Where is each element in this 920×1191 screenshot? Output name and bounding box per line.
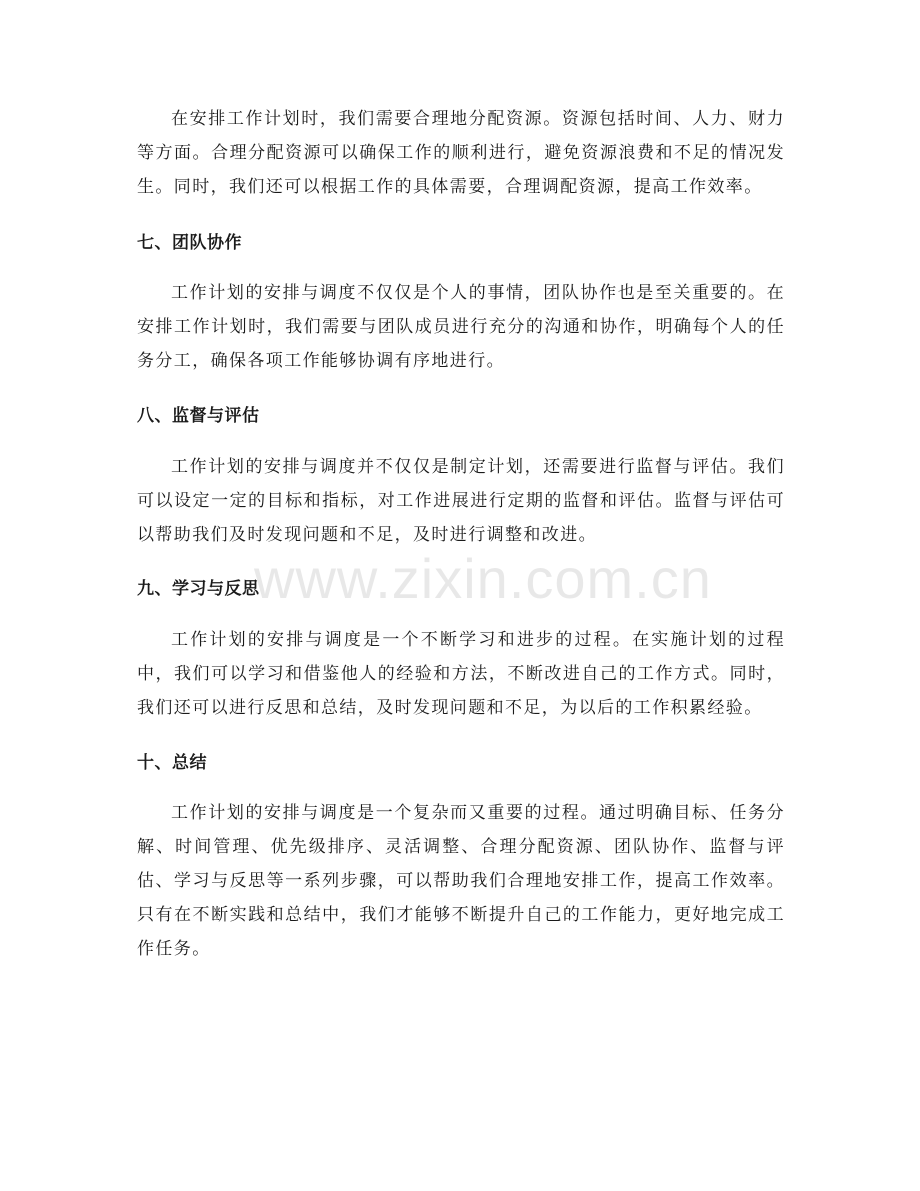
- intro-paragraph: 在安排工作计划时，我们需要合理地分配资源。资源包括时间、人力、财力等方面。合理分配资源可以确保工作的顺利进行，避免资源浪费和不足的情况发生。同时，我们还可以根据工作的具体需要，合理调配资源，提高工作效率。: [137, 109, 785, 197]
- section-body-summary: 工作计划的安排与调度是一个复杂而又重要的过程。通过明确目标、任务分解、时间管理、优先级排序、灵活调整、合理分配资源、团队协作、监督与评估、学习与反思等一系列步骤，可以帮助我们合理地安排工作，提高工作效率。只有在不断实践和总结中，我们才能够不断提升自己的工作能力，更好地完成工作任务。: [137, 803, 785, 959]
- section-body-supervision-evaluation: 工作计划的安排与调度并不仅仅是制定计划，还需要进行监督与评估。我们可以设定一定的目标和指标，对工作进展进行定期的监督和评估。监督与评估可以帮助我们及时发现问题和不足，及时进行调整和改进。: [137, 457, 785, 545]
- section-heading-summary: 十、总结: [137, 753, 207, 773]
- section-heading-team-collaboration: 七、团队协作: [137, 233, 242, 253]
- section-body-learning-reflection: 工作计划的安排与调度是一个不断学习和进步的过程。在实施计划的过程中，我们可以学习和借鉴他人的经验和方法，不断改进自己的工作方式。同时，我们还可以进行反思和总结，及时发现问题和不足，为以后的工作积累经验。: [137, 630, 785, 718]
- section-body-team-collaboration: 工作计划的安排与调度不仅仅是个人的事情，团队协作也是至关重要的。在安排工作计划时，我们需要与团队成员进行充分的沟通和协作，明确每个人的任务分工，确保各项工作能够协调有序地进行。: [137, 283, 785, 371]
- watermark: www.zixin.com.cn: [254, 547, 712, 610]
- section-heading-supervision-evaluation: 八、监督与评估: [137, 406, 260, 426]
- section-heading-learning-reflection: 九、学习与反思: [137, 579, 260, 599]
